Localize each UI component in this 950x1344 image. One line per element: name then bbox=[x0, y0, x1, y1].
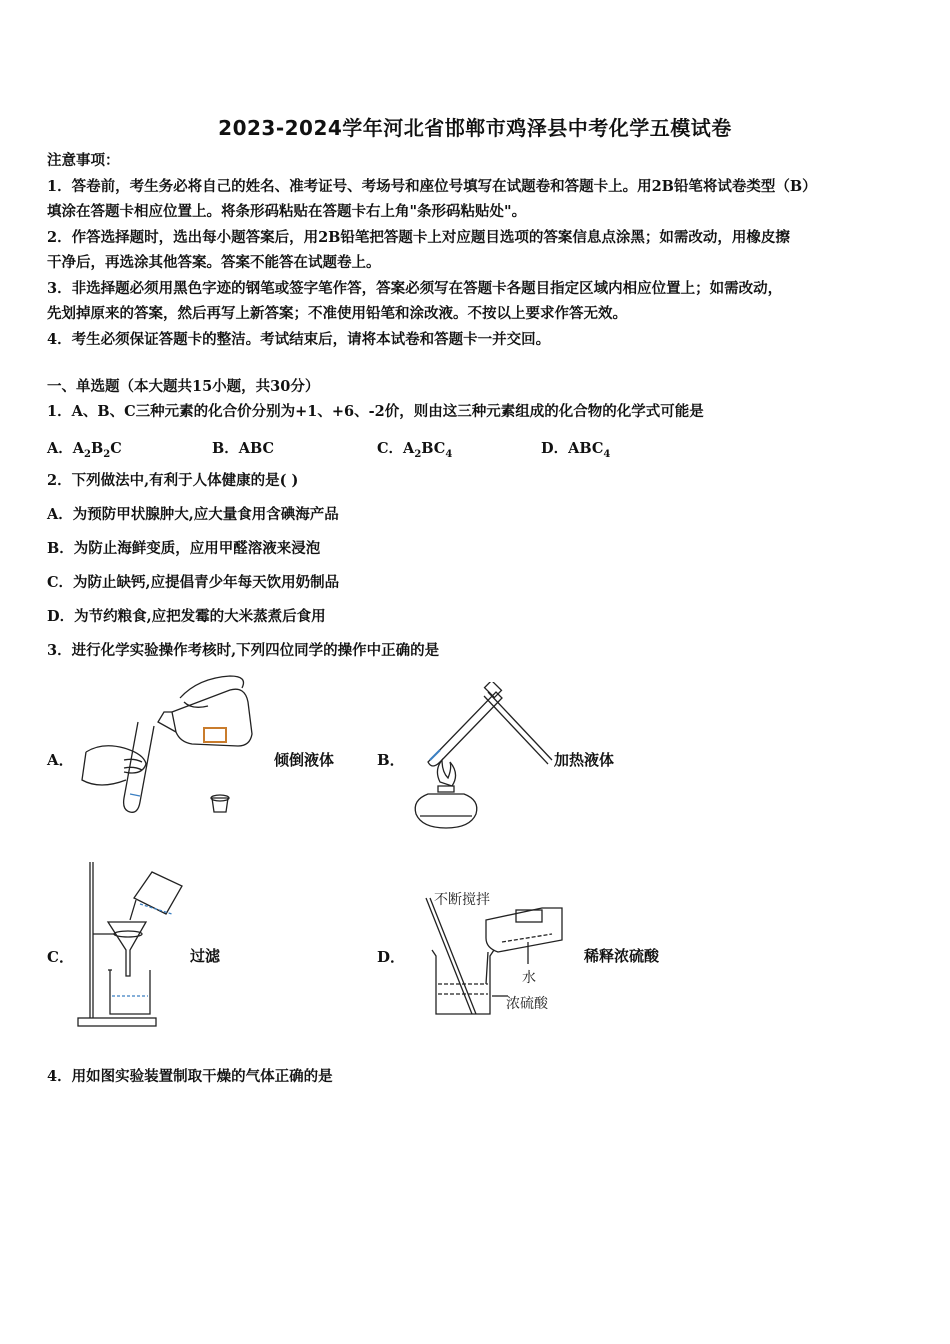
q1-option-c: C．$A_2BC_4$ bbox=[377, 440, 453, 460]
pour-liquid-figure bbox=[80, 672, 260, 822]
dilute-acid-figure bbox=[412, 886, 582, 1022]
filtration-figure bbox=[74, 858, 186, 1030]
notice-line: 1．答卷前，考生务必将自己的姓名、准考证号、考场号和座位号填写在试题卷和答题卡上。用2B铅笔将试卷类型（B） bbox=[47, 178, 817, 195]
question-4-stem: 4．用如图实验装置制取干燥的气体正确的是 bbox=[47, 1068, 333, 1085]
notice-heading: 注意事项： bbox=[47, 152, 120, 169]
q1-option-a: A．$A_2B_2C$ bbox=[47, 440, 122, 460]
notice-line: 2．作答选择题时，选出每小题答案后，用2B铅笔把答题卡上对应题目选项的答案信息点涂黑；如需改动，用橡皮擦 bbox=[47, 229, 790, 246]
q3-option-c-label: C． bbox=[47, 948, 74, 966]
q3-option-b-caption: 加热液体 bbox=[554, 751, 615, 769]
q3-option-d-label: D． bbox=[377, 948, 406, 966]
question-2-stem: 2．下列做法中,有利于人体健康的是( ) bbox=[47, 472, 299, 489]
question-3-stem: 3．进行化学实验操作考核时,下列四位同学的操作中正确的是 bbox=[47, 642, 440, 659]
notice-line: 干净后，再选涂其他答案。答案不能答在试题卷上。 bbox=[47, 254, 381, 271]
q1-option-b: B．ABC bbox=[212, 440, 275, 457]
q2-option-b: B．为防止海鲜变质，应用甲醛溶液来浸泡 bbox=[47, 540, 321, 557]
notice-line: 3．非选择题必须用黑色字迹的钢笔或签字笔作答，答案必须写在答题卡各题目指定区域内相应位置上；如需改动， bbox=[47, 280, 783, 297]
section-heading: 一、单选题（本大题共15小题，共30分） bbox=[47, 378, 320, 395]
notice-line: 4．考生必须保证答题卡的整洁。考试结束后，请将本试卷和答题卡一并交回。 bbox=[47, 331, 551, 348]
page-title: 2023-2024学年河北省邯郸市鸡泽县中考化学五模试卷 bbox=[218, 116, 732, 140]
q2-option-a: A．为预防甲状腺肿大,应大量食用含碘海产品 bbox=[47, 506, 339, 523]
q2-option-c: C．为防止缺钙,应提倡青少年每天饮用奶制品 bbox=[47, 574, 340, 591]
q3-option-a-caption: 倾倒液体 bbox=[274, 751, 335, 769]
notice-line: 先划掉原来的答案，然后再写上新答案；不准使用铅笔和涂改液。不按以上要求作答无效。 bbox=[47, 305, 627, 322]
acid-label: 浓硫酸 bbox=[506, 996, 548, 1012]
q3-option-b-label: B． bbox=[377, 751, 405, 769]
water-label: 水 bbox=[522, 970, 536, 986]
notice-line: 填涂在答题卡相应位置上。将条形码粘贴在答题卡右上角"条形码粘贴处"。 bbox=[47, 203, 527, 220]
q3-option-d-caption: 稀释浓硫酸 bbox=[584, 947, 660, 965]
heat-liquid-figure bbox=[408, 682, 558, 830]
q3-option-c-caption: 过滤 bbox=[190, 947, 221, 965]
q1-option-d: D．$ABC_4$ bbox=[541, 440, 611, 460]
q3-option-a-label: A． bbox=[47, 751, 74, 769]
stir-label: 不断搅拌 bbox=[434, 892, 490, 908]
question-1-stem: 1．A、B、C三种元素的化合价分别为+1、+6、-2价，则由这三种元素组成的化合物的化学式可能是 bbox=[47, 403, 704, 420]
q2-option-d: D．为节约粮食,应把发霉的大米蒸煮后食用 bbox=[47, 608, 326, 625]
